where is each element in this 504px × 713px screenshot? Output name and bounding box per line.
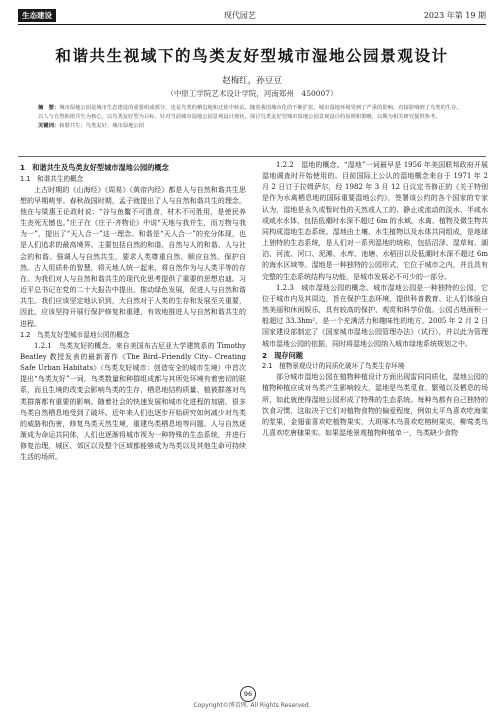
paragraph-1-2-3: 1.2.3 城市湿地公园的概念。城市湿地公园是一种独特的公园，它位于城市内及其周边，旨在保护生态环境，提供科普教育、让人们体验自然美丽和休闲娱乐，具有较高的保护、观赏和科学价值。公园占地面积一般超过 33.3hm²，是一个充满活力和趣味性的地方。2005 年 2 月 2 日国家建设部制定了《国家城市湿地公园管理办法》（试行），并以此为管理城市湿地公园的依据，同时将湿地公园纳入城市绿地系统规划之中。: [262, 283, 488, 348]
heading-2-1: 2.1 植物景观设计的同质化破坏了鸟类生存环境: [262, 362, 405, 371]
left-column: [20, 162, 246, 464]
heading-section-1: 1 和谐共生及鸟类友好型城市湿地公园的概念: [20, 163, 169, 172]
abstract-block: [38, 104, 466, 131]
keywords: [38, 122, 466, 131]
authors: 赵梅红，孙豆豆: [222, 76, 282, 86]
abstract-label: 摘 要：: [38, 105, 60, 111]
section-tag: 生态建设: [18, 9, 56, 22]
abstract-divider: [18, 156, 486, 157]
issue-label: 2023 年第 19 期: [423, 10, 486, 20]
journal-name: 现代园艺: [223, 10, 256, 20]
article-title: 和谐共生视域下的鸟类友好型城市湿地公园景观设计: [55, 47, 449, 65]
journal-header: [18, 8, 486, 22]
heading-1-1: 1.1 和谐共生的概念: [20, 174, 84, 183]
paragraph-2-1: 部分城市湿地公园在植物种植设计方面出现雷同同质化，湿地公园的植物种植应成对鸟类产生影响较大，湿地是鸟类觅食、繁殖以及栖息的场所，如此就使得湿地公园形成了特殊的生态系统。每种鸟都有自己独特的饮食习惯，这取决于它们对植物食物的偏爱程度，例如太平鸟喜欢吃海棠的浆果，金翅雀喜欢吃植物果实，大斑啄木鸟喜欢吃榕树果实，柳莺类鸟儿喜欢吃唐棣果实。如果湿地景观植物种植单一，鸟类缺少食物: [262, 373, 488, 438]
header-rule: [18, 24, 486, 25]
paragraph-1-2-1: 1.2.1 鸟类友好的概念。来自美国布吉尼亚大学建筑系的 Timothy Beatley 教授发表的最新著作《The Bird–Friendly City– Creating Safe Urban Habitats》（鸟类友好城市：创造安全的城市生境）中首次提出“鸟类友好”一词，鸟类数量和种群组成都与其所处环境有着密切的联系，而且生境的改变会影响鸟类的生存，栖息地结构质量、植被群落对鸟类群落都有重要的影响。随着社会的快速发展和城市化进程的加剧，很多鸟类自然栖息地受到了破坏。近年来人们也逐步开始研究如何减少对鸟类的威胁和伤害，修复鸟类天然生境，重建鸟类栖息地等问题。人与自然逐渐成为命运共同体，人们也逐渐将城市视为一种特殊的生态系统，并进行修复治理，城区、郊区以及整个区域都能够成为鸟类以及其他生命可持续生活的场所。: [20, 341, 246, 462]
copyright-footer: Copyright©博看网. All Rights Reserved.: [193, 702, 311, 709]
keywords-label: 关键词：: [38, 123, 60, 129]
abstract-text: 城市湿地公园是城市生态建设的重要组成部分，也是鸟类的栖息地和迁徙中转站。随着我国城市化的不断扩张，城市湿地环境受到了严重的影响，直接影响到了鸟类的生存。以人与自然和谐共生为核心，以鸟类友好型为目标，针对当前城市湿地公园景观设计现状，探讨鸟类友好型城市湿地公园景观设计的原则和策略，以期为相关研究提供参考。: [38, 105, 462, 120]
abstract: [38, 104, 466, 122]
right-column: [262, 160, 488, 439]
affiliation: （中原工学院艺术设计学院，河南郑州 450007）: [166, 89, 338, 98]
keywords-text: 和谐共生；鸟类友好；城市湿地公园: [59, 123, 144, 129]
heading-1-2: 1.2 鸟类友好型城市湿地公园的概念: [20, 330, 130, 339]
page-number: 96: [240, 686, 256, 702]
paragraph-1-1: 上古时期的《山海经》《周易》《黄帝内经》都是人与自然和谐共生思想的早期萌芽。春秋战国时期，孟子就提出了人与自然和谐共生的理念。他在与梁惠王论政时说：“谷与鱼鳖不可胜食，材木不可胜用，是使民养生丧死无憾也。”庄子在《庄子·齐物论》中说“天地与我并生，而万物与我为一”，提出了“天人合一”这一理念。和谐是“天人合一”的充分体现，也是人们追求的最高境界。主要包括自然的和谐、自然与人的和谐、人与社会的和谐。强调人与自然共生，要求人类尊重自然、顺应自然、保护自然。古人用质朴的智慧，将天地人统一起来，将自然作为与人类平等的存在。为我们对人与自然和谐共生的现代化思考提供了重要的思想启迪。习近平总书记在党的二十大报告中提出，推动绿色发展，促进人与自然和谐共生。我们应该坚定地认识到，大自然对于人类的生存和发展至关重要，因此，应该坚持开展行保护修复和重建，有效地推进人与自然和谐共生的进程。: [20, 185, 246, 328]
paragraph-1-2-2: 1.2.2 湿地的概念。“湿地”一词最早是 1956 年美国联邦政府开展湿地调查时开始使用的。目前国际上公认的湿地概念来自于 1971 年 2 月 2 日订于拉姆萨尔，经 1982 年 3 月 12 日议定书修正的《关于特别是作为水禽栖息地的国际重要湿地公约》，签署该公约的各个国家的专家认为，湿地是永久或暂时性的天然或人工的、静止或流动的淡水、半咸水或咸水水体，包括低潮时水深不超过 6m 的水域。水禽、植物及微生物共同构成湿地生态系统。湿地由土壤、水生植物以及水体共同组成，是地球上独特的生态系统，是人们对一系列湿地的统称，包括沼泽、湿草甸、湖泊、河流、河口、泥滩、水库、池塘、水稻田以及低潮时水深不超过 6m 的海水区域等。湿地是一种独特的公园形式，它位于城市之内，并且具有完整的生态系统结构与功能，是城市发展必不可少的一部分。: [262, 161, 488, 281]
heading-section-2: 2 现存问题: [262, 350, 303, 360]
